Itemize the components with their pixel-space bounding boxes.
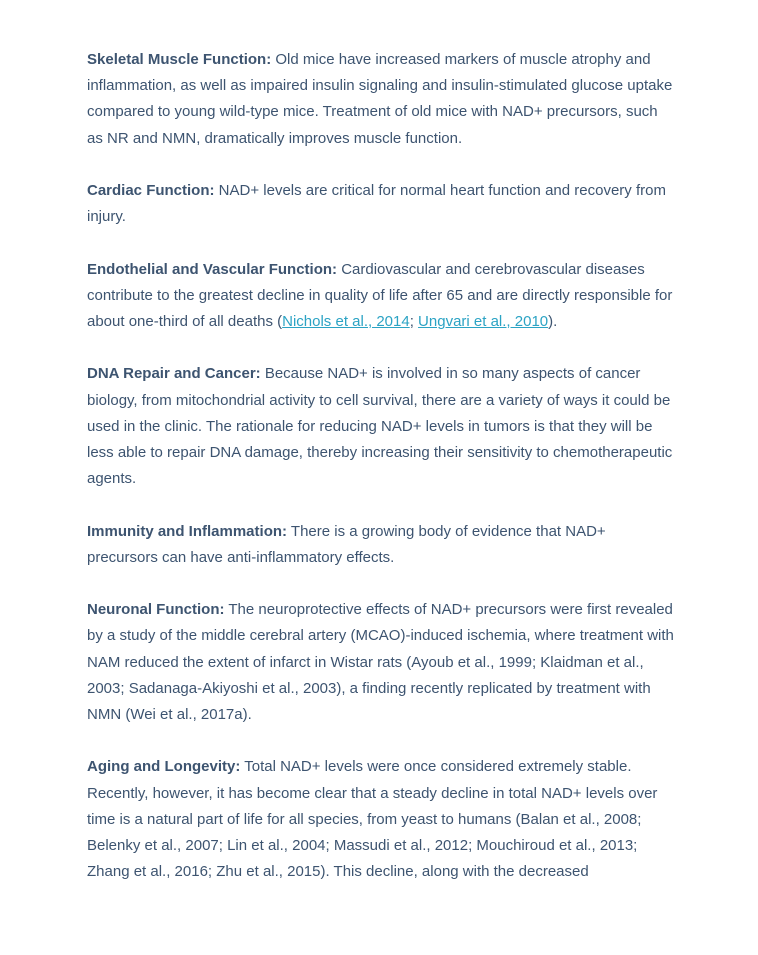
section-body: Cardiovascular and cerebrovascular diseases contribute to the greatest decline in quality of life after 65 and are directly responsible for about one-third of all deaths ( [87, 260, 673, 330]
document-page [87, 47, 677, 912]
section-body: NAD+ levels are critical for normal heart function and recovery from injury. [87, 182, 666, 226]
section-heading: Cardiac Function: [87, 182, 215, 199]
section-heading: Immunity and Inflammation: [87, 522, 288, 540]
section-body: There is a growing body of evidence that NAD+ precursors can have anti-inflammatory effects. [87, 522, 606, 566]
section-heading: Aging and Longevity: [87, 758, 241, 776]
section-body-end: ). [548, 313, 558, 330]
section-skeletal-muscle [87, 47, 677, 152]
section-aging [87, 754, 677, 885]
section-immunity [87, 519, 677, 571]
section-neuronal [87, 597, 677, 728]
citation-link-ungvari[interactable]: Ungvari et al., 2010 [418, 313, 549, 330]
section-body: The neuroprotective effects of NAD+ precursors were first revealed by a study of the middle cerebral artery (MCAO)-induced ischemia, where treatment with NAM reduced the extent of infarct in Wistar rats (Ayoub et al., 1999; Klaidman et al., 2003; Sadanaga-Akiyoshi et al., 2003), a finding recently replicated by treatment with NMN (Wei et al., 2017a). [87, 601, 674, 723]
section-endothelial [87, 257, 677, 336]
section-body: Because NAD+ is involved in so many aspects of cancer biology, from mitochondrial activity to cell survival, there are a variety of ways it could be used in the clinic. The rationale for reducing NAD+ levels in tumors is that they will be less able to repair DNA damage, thereby increasing their sensitivity to chemotherapeutic agents. [87, 365, 673, 488]
section-heading: Neuronal Function: [87, 601, 225, 619]
section-body: Old mice have increased markers of muscle atrophy and inflammation, as well as impaired insulin signaling and insulin-stimulated glucose uptake compared to young wild-type mice. Treatment of old mice with NAD+ precursors, such as NR and NMN, dramatically improves muscle function. [87, 51, 673, 147]
section-heading: Skeletal Muscle Function: [87, 51, 272, 68]
section-heading: DNA Repair and Cancer: [87, 365, 261, 383]
citation-separator: ; [409, 313, 419, 330]
section-heading: Endothelial and Vascular Function: [87, 260, 338, 278]
section-dna-repair [87, 361, 677, 492]
section-body: Total NAD+ levels were once considered extremely stable. Recently, however, it has become clear that a steady decline in total NAD+ levels over time is a natural part of life for all species, from yeast to humans (Balan et al., 2008; Belenky et al., 2007; Lin et al., 2004; Massudi et al., 2012; Mouchiroud et al., 2013; Zhang et al., 2016; Zhu et al., 2015). This decline, along with the decreased [87, 758, 658, 881]
section-cardiac [87, 178, 677, 230]
citation-link-nichols[interactable]: Nichols et al., 2014 [282, 313, 410, 330]
